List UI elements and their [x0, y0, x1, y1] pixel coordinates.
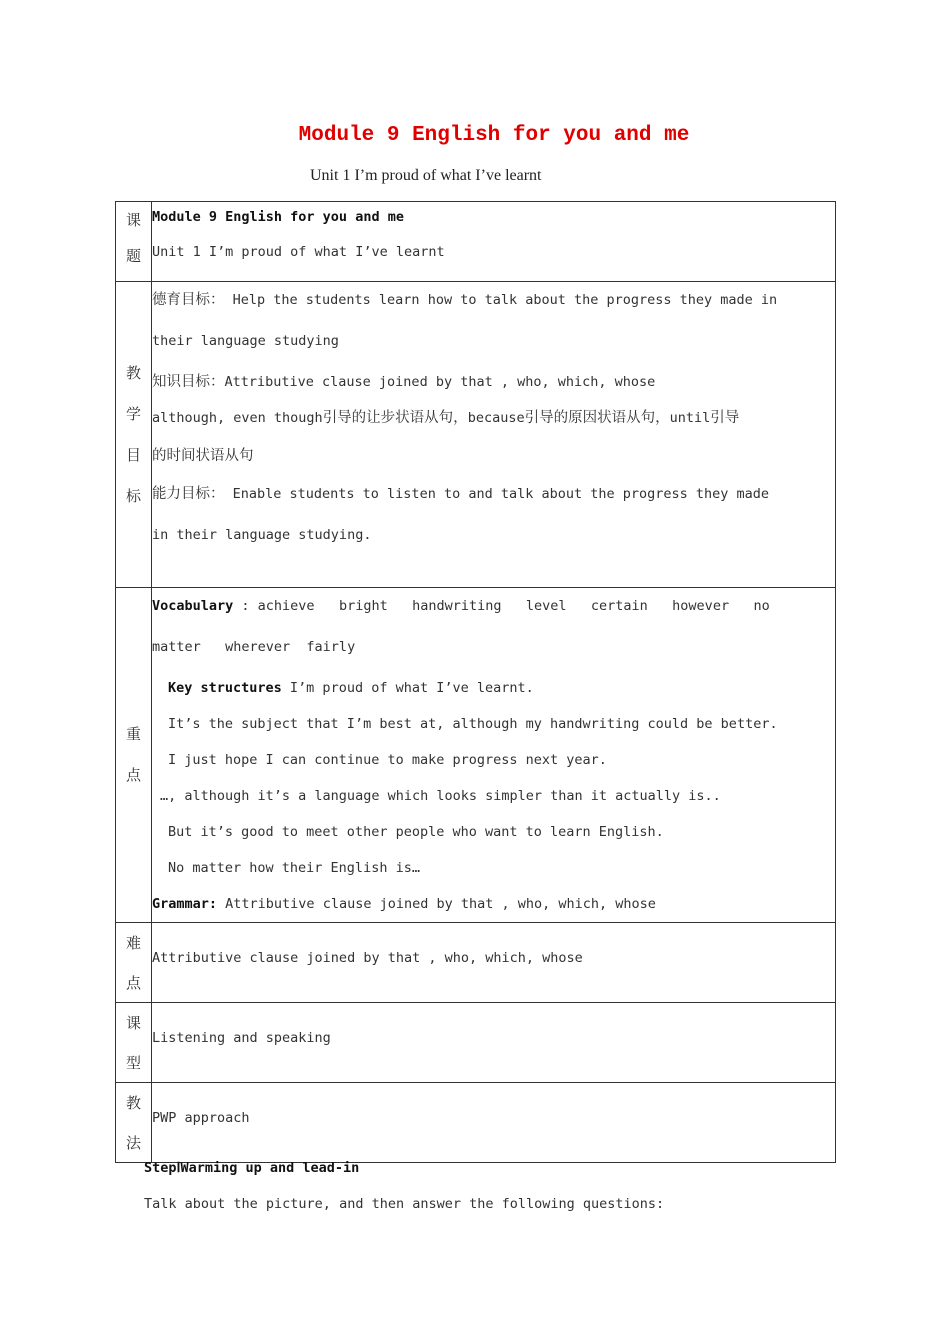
key-structure-5: But it’s good to meet other people who want to learn English. — [168, 824, 664, 840]
type-content: Listening and speaking — [152, 1003, 836, 1083]
grammar-label: Grammar: — [152, 896, 218, 912]
vocabulary-label: Vocabulary — [152, 598, 234, 614]
grammar-text: Attributive clause joined by that , who, which, whose — [217, 896, 656, 912]
knowledge-goal-cont2: 的时间状语从句 — [152, 448, 254, 464]
table-row-method — [116, 1083, 836, 1163]
label-char: 型 — [125, 1054, 141, 1072]
knowledge-text: although, even though — [152, 410, 323, 426]
topic-content — [152, 202, 836, 282]
ability-goal-label: 能力目标： — [152, 486, 225, 502]
label-char: 难 — [125, 934, 141, 952]
knowledge-goal-label: 知识目标： — [152, 374, 225, 390]
key-points-content — [152, 588, 836, 923]
label-char: 学 — [125, 404, 141, 423]
knowledge-goal — [152, 364, 835, 400]
row-label-method — [116, 1083, 152, 1163]
label-char: 教 — [125, 1094, 141, 1112]
knowledge-text: 引导的让步状语从句， — [322, 410, 468, 426]
moral-goal-text: Help the students learn how to talk about the progress they made in — [224, 292, 778, 308]
moral-goal — [152, 282, 835, 318]
grammar — [152, 886, 835, 922]
knowledge-text: because — [467, 410, 525, 426]
ability-goal — [152, 476, 835, 512]
moral-goal-label: 德育目标： — [152, 292, 225, 308]
label-char: 教 — [125, 363, 141, 382]
difficult-content: Attributive clause joined by that , who, which, whose — [152, 923, 836, 1003]
step-instruction: Talk about the picture, and then answer the following questions: — [144, 1196, 665, 1212]
knowledge-goal-cont — [152, 400, 835, 436]
vocabulary-text: : achieve bright handwriting level certain however no — [233, 598, 770, 614]
key-structure-4: …, although it’s a language which looks simpler than it actually is.. — [160, 788, 721, 804]
row-label-topic — [116, 202, 152, 282]
knowledge-goal-text: Attributive clause joined by that , who, which, whose — [224, 374, 656, 390]
label-char: 题 — [125, 247, 141, 265]
label-char: 标 — [125, 486, 141, 505]
document-title: Module 9 English for you and me — [298, 124, 690, 147]
key-structure-1: I’m proud of what I’ve learnt. — [281, 680, 534, 696]
label-char: 点 — [125, 974, 141, 992]
label-char: 课 — [125, 1014, 141, 1032]
knowledge-text: 引导 — [710, 410, 740, 426]
table-row-goals — [116, 282, 836, 588]
unit-subtitle: Unit 1 I’m proud of what I’ve learnt — [310, 167, 542, 184]
row-label-key-points — [116, 588, 152, 923]
key-structures-label: Key structures — [168, 680, 282, 696]
method-content: PWP approach — [152, 1083, 836, 1163]
lesson-plan-table — [115, 201, 836, 1163]
table-row-topic — [116, 202, 836, 282]
knowledge-text: 引导的原因状语从句， — [524, 410, 670, 426]
row-label-type — [116, 1003, 152, 1083]
table-row-key-points — [116, 588, 836, 923]
goals-content — [152, 282, 836, 588]
key-structure-3: I just hope I can continue to make progress next year. — [168, 752, 607, 768]
label-char: 点 — [125, 766, 141, 784]
key-structure-2: It’s the subject that I’m best at, although my handwriting could be better. — [168, 716, 778, 732]
topic-module: Module 9 English for you and me — [152, 209, 404, 225]
table-row-type — [116, 1003, 836, 1083]
label-char: 法 — [125, 1134, 141, 1152]
vocabulary-cont: matter wherever fairly — [152, 639, 356, 655]
key-structure-6: No matter how their English is… — [168, 860, 420, 876]
step-heading: StepⅠWarming up and lead-in — [144, 1160, 360, 1176]
ability-goal-text: Enable students to listen to and talk about the progress they made — [224, 486, 770, 502]
key-structures — [152, 670, 835, 706]
moral-goal-cont: their language studying — [152, 333, 339, 349]
ability-goal-cont: in their language studying. — [152, 527, 372, 543]
table-row-difficult — [116, 923, 836, 1003]
label-char: 重 — [125, 725, 141, 743]
topic-unit: Unit 1 I’m proud of what I’ve learnt — [152, 244, 445, 260]
vocabulary — [152, 588, 835, 624]
row-label-difficult — [116, 923, 152, 1003]
knowledge-text: until — [669, 410, 711, 426]
row-label-goals — [116, 282, 152, 588]
label-char: 目 — [125, 445, 141, 464]
label-char: 课 — [125, 211, 141, 229]
